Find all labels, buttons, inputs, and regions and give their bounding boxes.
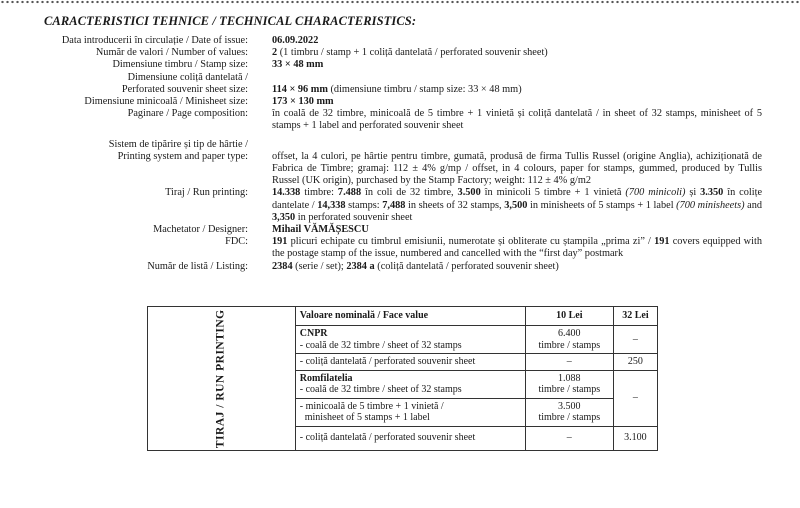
spec-printing-system	[0, 151, 800, 188]
row-label: - coliță dantelată / perforated souvenir sheet	[295, 426, 525, 450]
spec-label: Număr de listă / Listing:	[147, 260, 248, 272]
header-32-lei: 32 Lei	[613, 307, 657, 326]
spec-value: offset, la 4 culori, pe hârtie pentru timbre, gumată, produsă de firma Tullis Russel (origine Anglia), achiziționată de Fabrica de Timbre; gramaj: 112 ± 4% g/mp / offset, in 4 colours, paper for stamps, gummed, produced by Tullis Russel (UK origin), purchased by the Stamp Factory; weight: 112 ± 4% g/m2	[272, 150, 762, 187]
spec-value: 173 × 130 mm	[272, 96, 334, 108]
spec-value: 33 × 48 mm	[272, 59, 324, 71]
page-title: CARACTERISTICI TEHNICE / TECHNICAL CHARACTERISTICS:	[44, 14, 417, 28]
row-label: - minicoală de 5 timbre + 1 vinietă / minisheet of 5 stamps + 1 label	[295, 398, 525, 426]
header-face-value: Valoare nominală / Face value	[295, 307, 525, 326]
cell-10-lei: 3.500 timbre / stamps	[525, 398, 613, 426]
row-label: - coliță dantelată / perforated souvenir sheet	[295, 354, 525, 371]
cell-32-lei: 3.100	[613, 426, 657, 450]
spec-value: 06.09.2022	[272, 35, 319, 46]
header-10-lei: 10 Lei	[525, 307, 613, 326]
spec-value: 2 (1 timbru / stamp + 1 coliță dantelată / perforated souvenir sheet)	[272, 47, 548, 59]
dotted-top-border	[0, 0, 800, 4]
spec-label: Data introducerii în circulație / Date of issue:	[61, 35, 248, 46]
spec-issue-date	[0, 35, 800, 47]
cell-10-lei: –	[525, 426, 613, 450]
spec-sheet-size-label-line	[0, 72, 800, 84]
spec-value: 2384 (serie / set); 2384 a (coliță dantelată / perforated souvenir sheet)	[272, 260, 559, 272]
spec-label: Dimensiune minicoală / Minisheet size:	[84, 96, 248, 108]
spec-number-of-values	[0, 47, 800, 59]
cell-10-lei: 6.400 timbre / stamps	[525, 326, 613, 354]
cell-32-lei: –	[613, 326, 657, 354]
spec-value: în coală de 32 timbre, minicoală de 5 timbre + 1 vinietă și coliță dantelată / in sheet of 32 stamps, minisheet of 5 stamps + 1 label and perforated souvenir sheet	[272, 108, 762, 132]
table-header-row	[148, 307, 658, 326]
spec-listing	[0, 261, 800, 273]
spec-label: Număr de valori / Number of values:	[95, 47, 248, 59]
run-printing-table	[147, 306, 658, 451]
spec-label: Tiraj / Run printing:	[165, 187, 248, 199]
row-label: CNPR - coală de 32 timbre / sheet of 32 stamps	[295, 326, 525, 354]
cell-10-lei: 1.088 timbre / stamps	[525, 370, 613, 398]
spec-stamp-size	[0, 59, 800, 71]
spec-sheet-size	[0, 84, 800, 96]
spec-printing-label-line	[0, 139, 800, 151]
spec-label: Dimensiune timbru / Stamp size:	[112, 59, 248, 71]
spec-page-composition	[0, 108, 800, 132]
spec-minisheet-size	[0, 96, 800, 108]
spec-value: 191 plicuri echipate cu timbrul emisiunii, numerotate și obliterate cu ștampila „prima zi” / 191 covers equipped with the postage stamp of the issue, numbered and cancelled with the “first day” postmark	[272, 236, 762, 260]
spec-label: Sistem de tipărire și tip de hârtie /	[108, 138, 248, 150]
row-label: Romfilatelia - coală de 32 timbre / sheet of 32 stamps	[295, 370, 525, 398]
spec-value: 114 × 96 mm (dimensiune timbru / stamp size: 33 × 48 mm)	[272, 83, 522, 95]
spec-label: Perforated souvenir sheet size:	[121, 83, 248, 95]
spec-value: 14.338 timbre: 7.488 în coli de 32 timbre, 3.500 în minicoli 5 timbre + 1 vinietă (700 minicoli) și 3.350 în colițe dantelate / 14,338 stamps: 7,488 in sheets of 32 stamps, 3,500 in minisheets of 5 stamps + 1 label (700 minisheets) and 3,350 in perforated souvenir sheet	[272, 187, 763, 223]
cell-10-lei: –	[525, 354, 613, 371]
specs-list	[0, 35, 800, 273]
spec-label: Dimensiune coliță dantelată /	[127, 71, 248, 83]
spec-value: Mihail VĂMĂȘESCU	[272, 224, 369, 236]
spec-label: Printing system and paper type:	[117, 150, 248, 162]
spec-label: Machetator / Designer:	[153, 224, 248, 236]
spec-designer	[0, 224, 800, 236]
cell-32-lei: 250	[613, 354, 657, 371]
spec-label: Paginare / Page composition:	[127, 108, 248, 120]
spec-run-printing	[0, 187, 800, 224]
table-side-label: TIRAJ / RUN PRINTING	[148, 307, 296, 451]
cell-32-lei: –	[613, 370, 657, 426]
spec-fdc	[0, 236, 800, 260]
spec-label: FDC:	[225, 236, 248, 248]
